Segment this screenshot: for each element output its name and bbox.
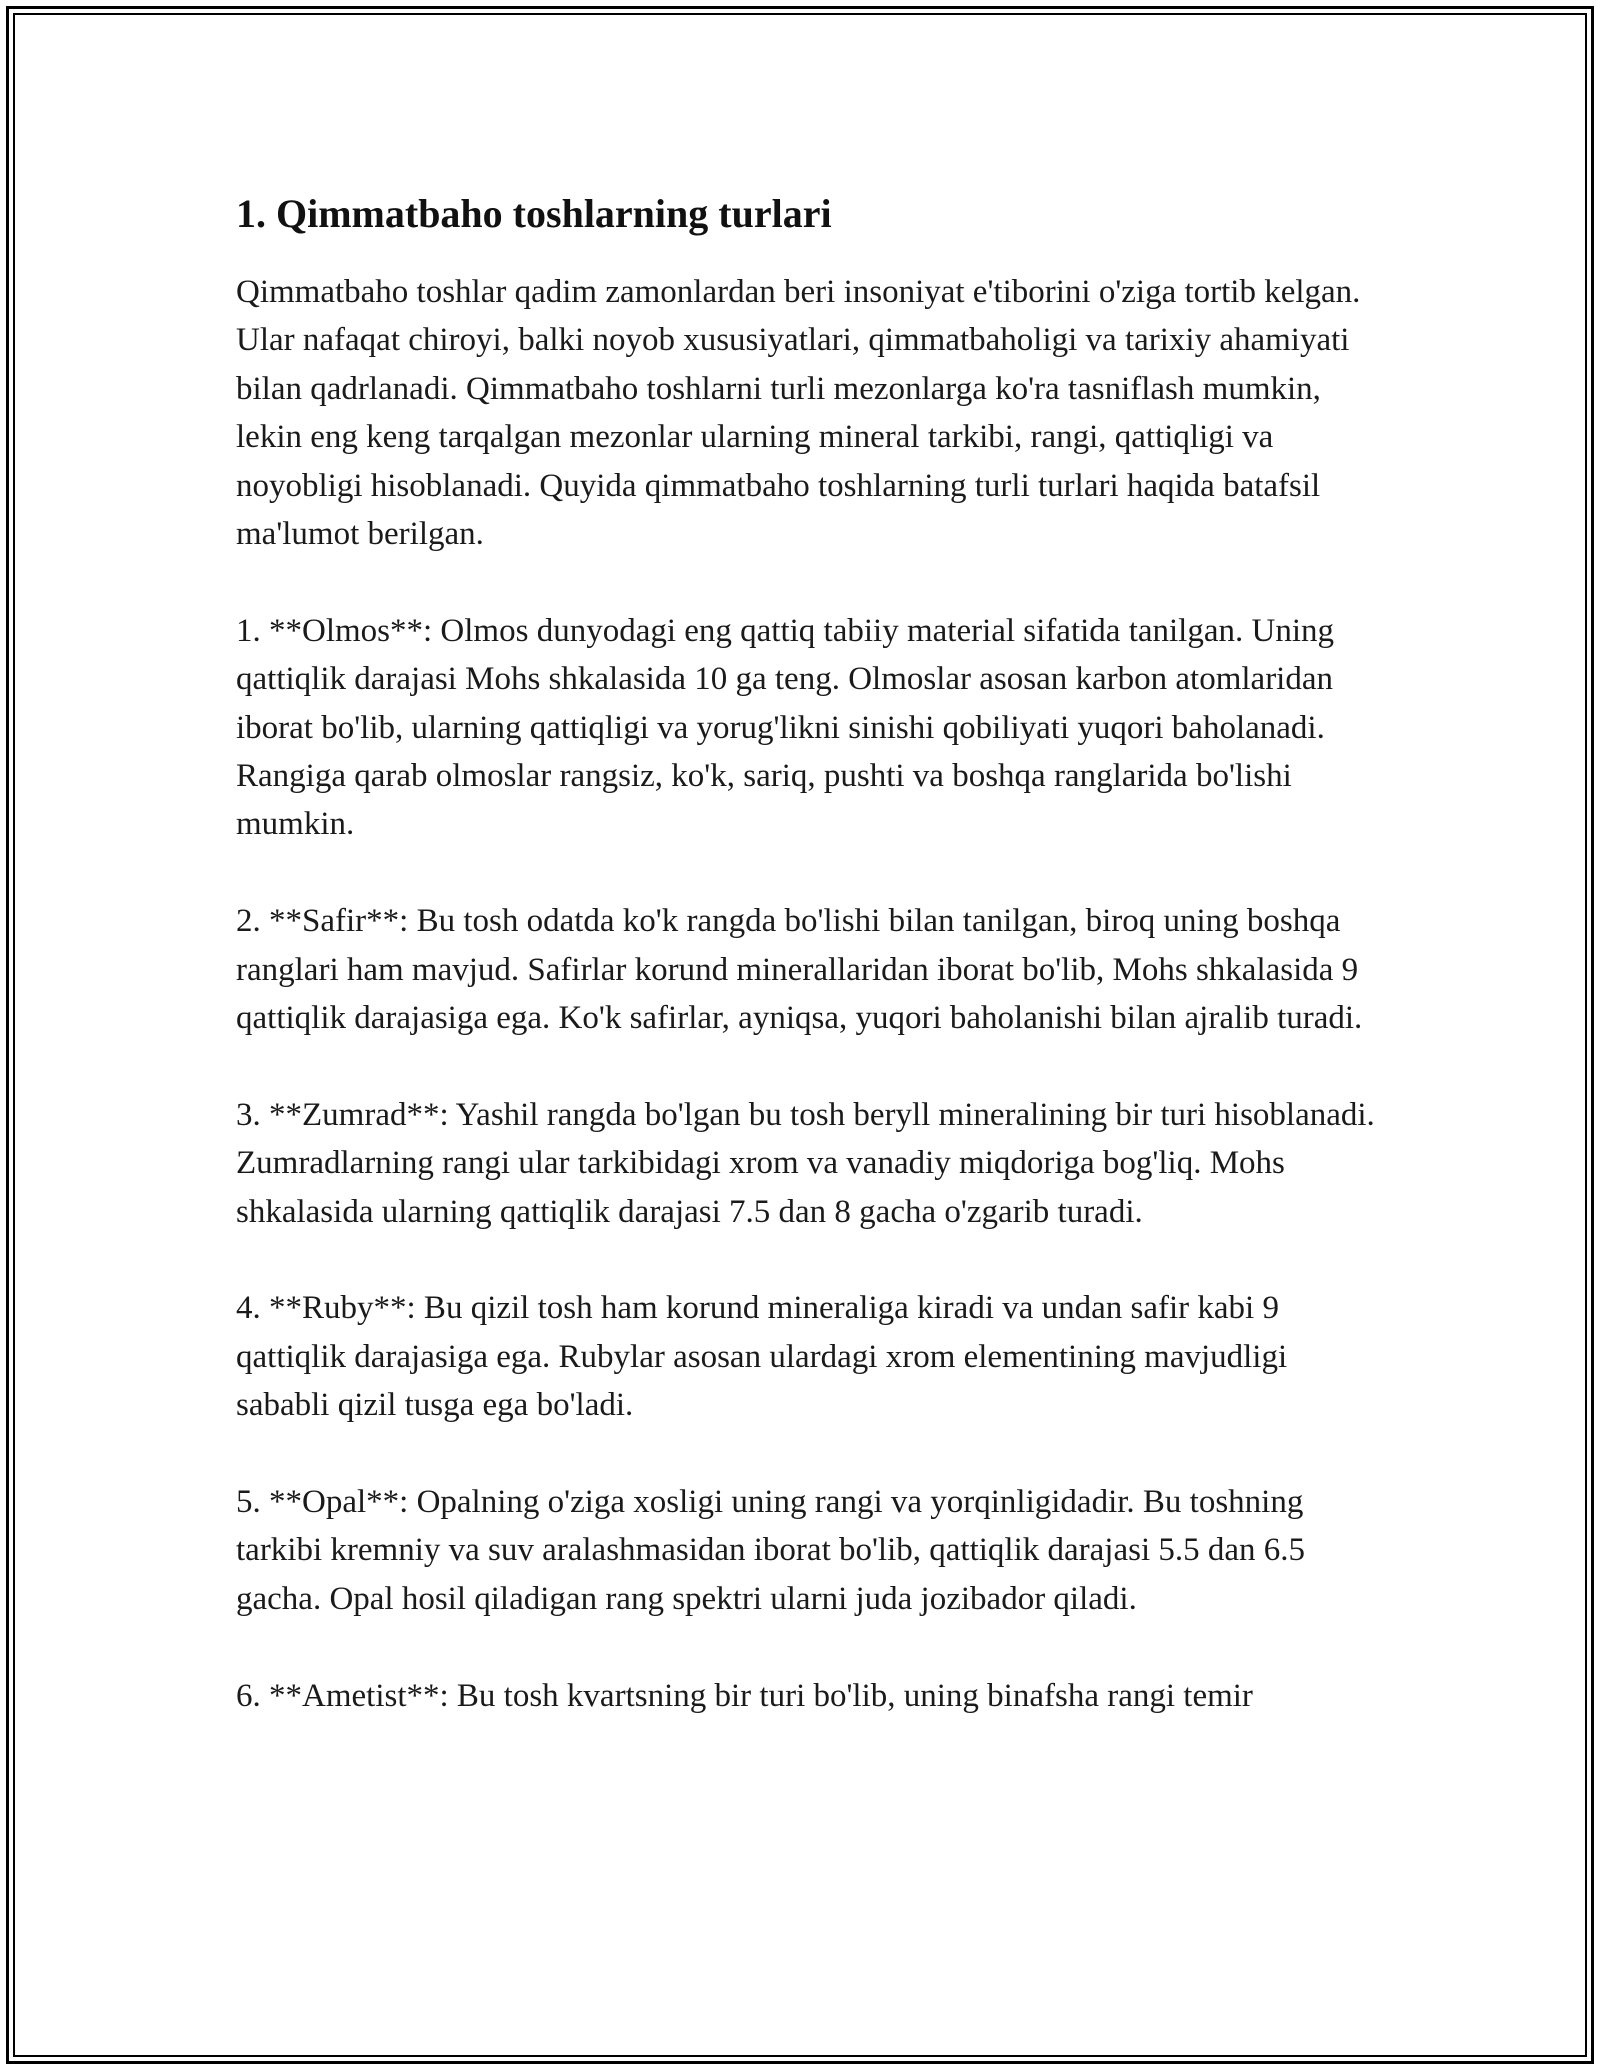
intro-paragraph: Qimmatbaho toshlar qadim zamonlardan beri insoniyat e'tiborini o'ziga tortib kelgan. Ular nafaqat chiroyi, balki noyob xususiyatlari, qimmatbaholigi va tarixiy ahamiyati bilan qadrlanadi. Qimmatbaho toshlarni turli mezonlarga ko'ra tasniflash mumkin, lekin eng keng tarqalgan mezonlar ularning mineral tarkibi, rangi, qattiqligi va noyobligi hisoblanadi. Quyida qimmatbaho toshlarning turli turlari haqida batafsil ma'lumot berilgan. xyxy=(236,274,1361,553)
list-item-olmos: 1. **Olmos**: Olmos dunyodagi eng qattiq tabiiy material sifatida tanilgan. Uning qattiqlik darajasi Mohs shkalasida 10 ga teng. Olmoslar asosan karbon atomlaridan iborat bo'lib, ularning qattiqligi va yorug'likni sinishi qobiliyati yuqori baholanadi. Rangiga qarab olmoslar rangsiz, ko'k, sariq, pushti va boshqa ranglarida bo'lishi mumkin. xyxy=(236,612,1334,843)
list-item-opal: 5. **Opal**: Opalning o'ziga xosligi uning rangi va yorqinligidadir. Bu toshning tarkibi kremniy va suv aralashmasidan iborat bo'lib, qattiqlik darajasi 5.5 dan 6.5 gacha. Opal hosil qiladigan rang spektri ularni juda jozibador qiladi. xyxy=(236,1484,1306,1617)
list-item-zumrad: 3. **Zumrad**: Yashil rangda bo'lgan bu tosh beryll mineralining bir turi hisoblanadi. Zumradlarning rangi ular tarkibidagi xrom va vanadiy miqdoriga bog'liq. Mohs shkalasida ularning qattiqlik darajasi 7.5 dan 8 gacha o'zgarib turadi. xyxy=(236,1096,1375,1230)
list-item-ametist: 6. **Ametist**: Bu tosh kvartsning bir turi bo'lib, uning binafsha rangi temir xyxy=(236,1677,1253,1714)
list-item-safir: 2. **Safir**: Bu tosh odatda ko'k rangda bo'lishi bilan tanilgan, biroq uning boshqa ranglari ham mavjud. Safirlar korund minerallaridan iborat bo'lib, Mohs shkalasida 9 qattiqlik darajasiga ega. Ko'k safirlar, ayniqsa, yuqori baholanishi bilan ajralib turadi. xyxy=(236,903,1363,1037)
document-title: 1. Qimmatbaho toshlarning turlari xyxy=(236,191,832,236)
list-item-ruby: 4. **Ruby**: Bu qizil tosh ham korund mineraliga kiradi va undan safir kabi 9 qattiqlik darajasiga ega. Rubylar asosan ulardagi xrom elementining mavjudligi sababli qizil tusga ega bo'ladi. xyxy=(236,1290,1288,1424)
document-body xyxy=(236,186,1376,1768)
